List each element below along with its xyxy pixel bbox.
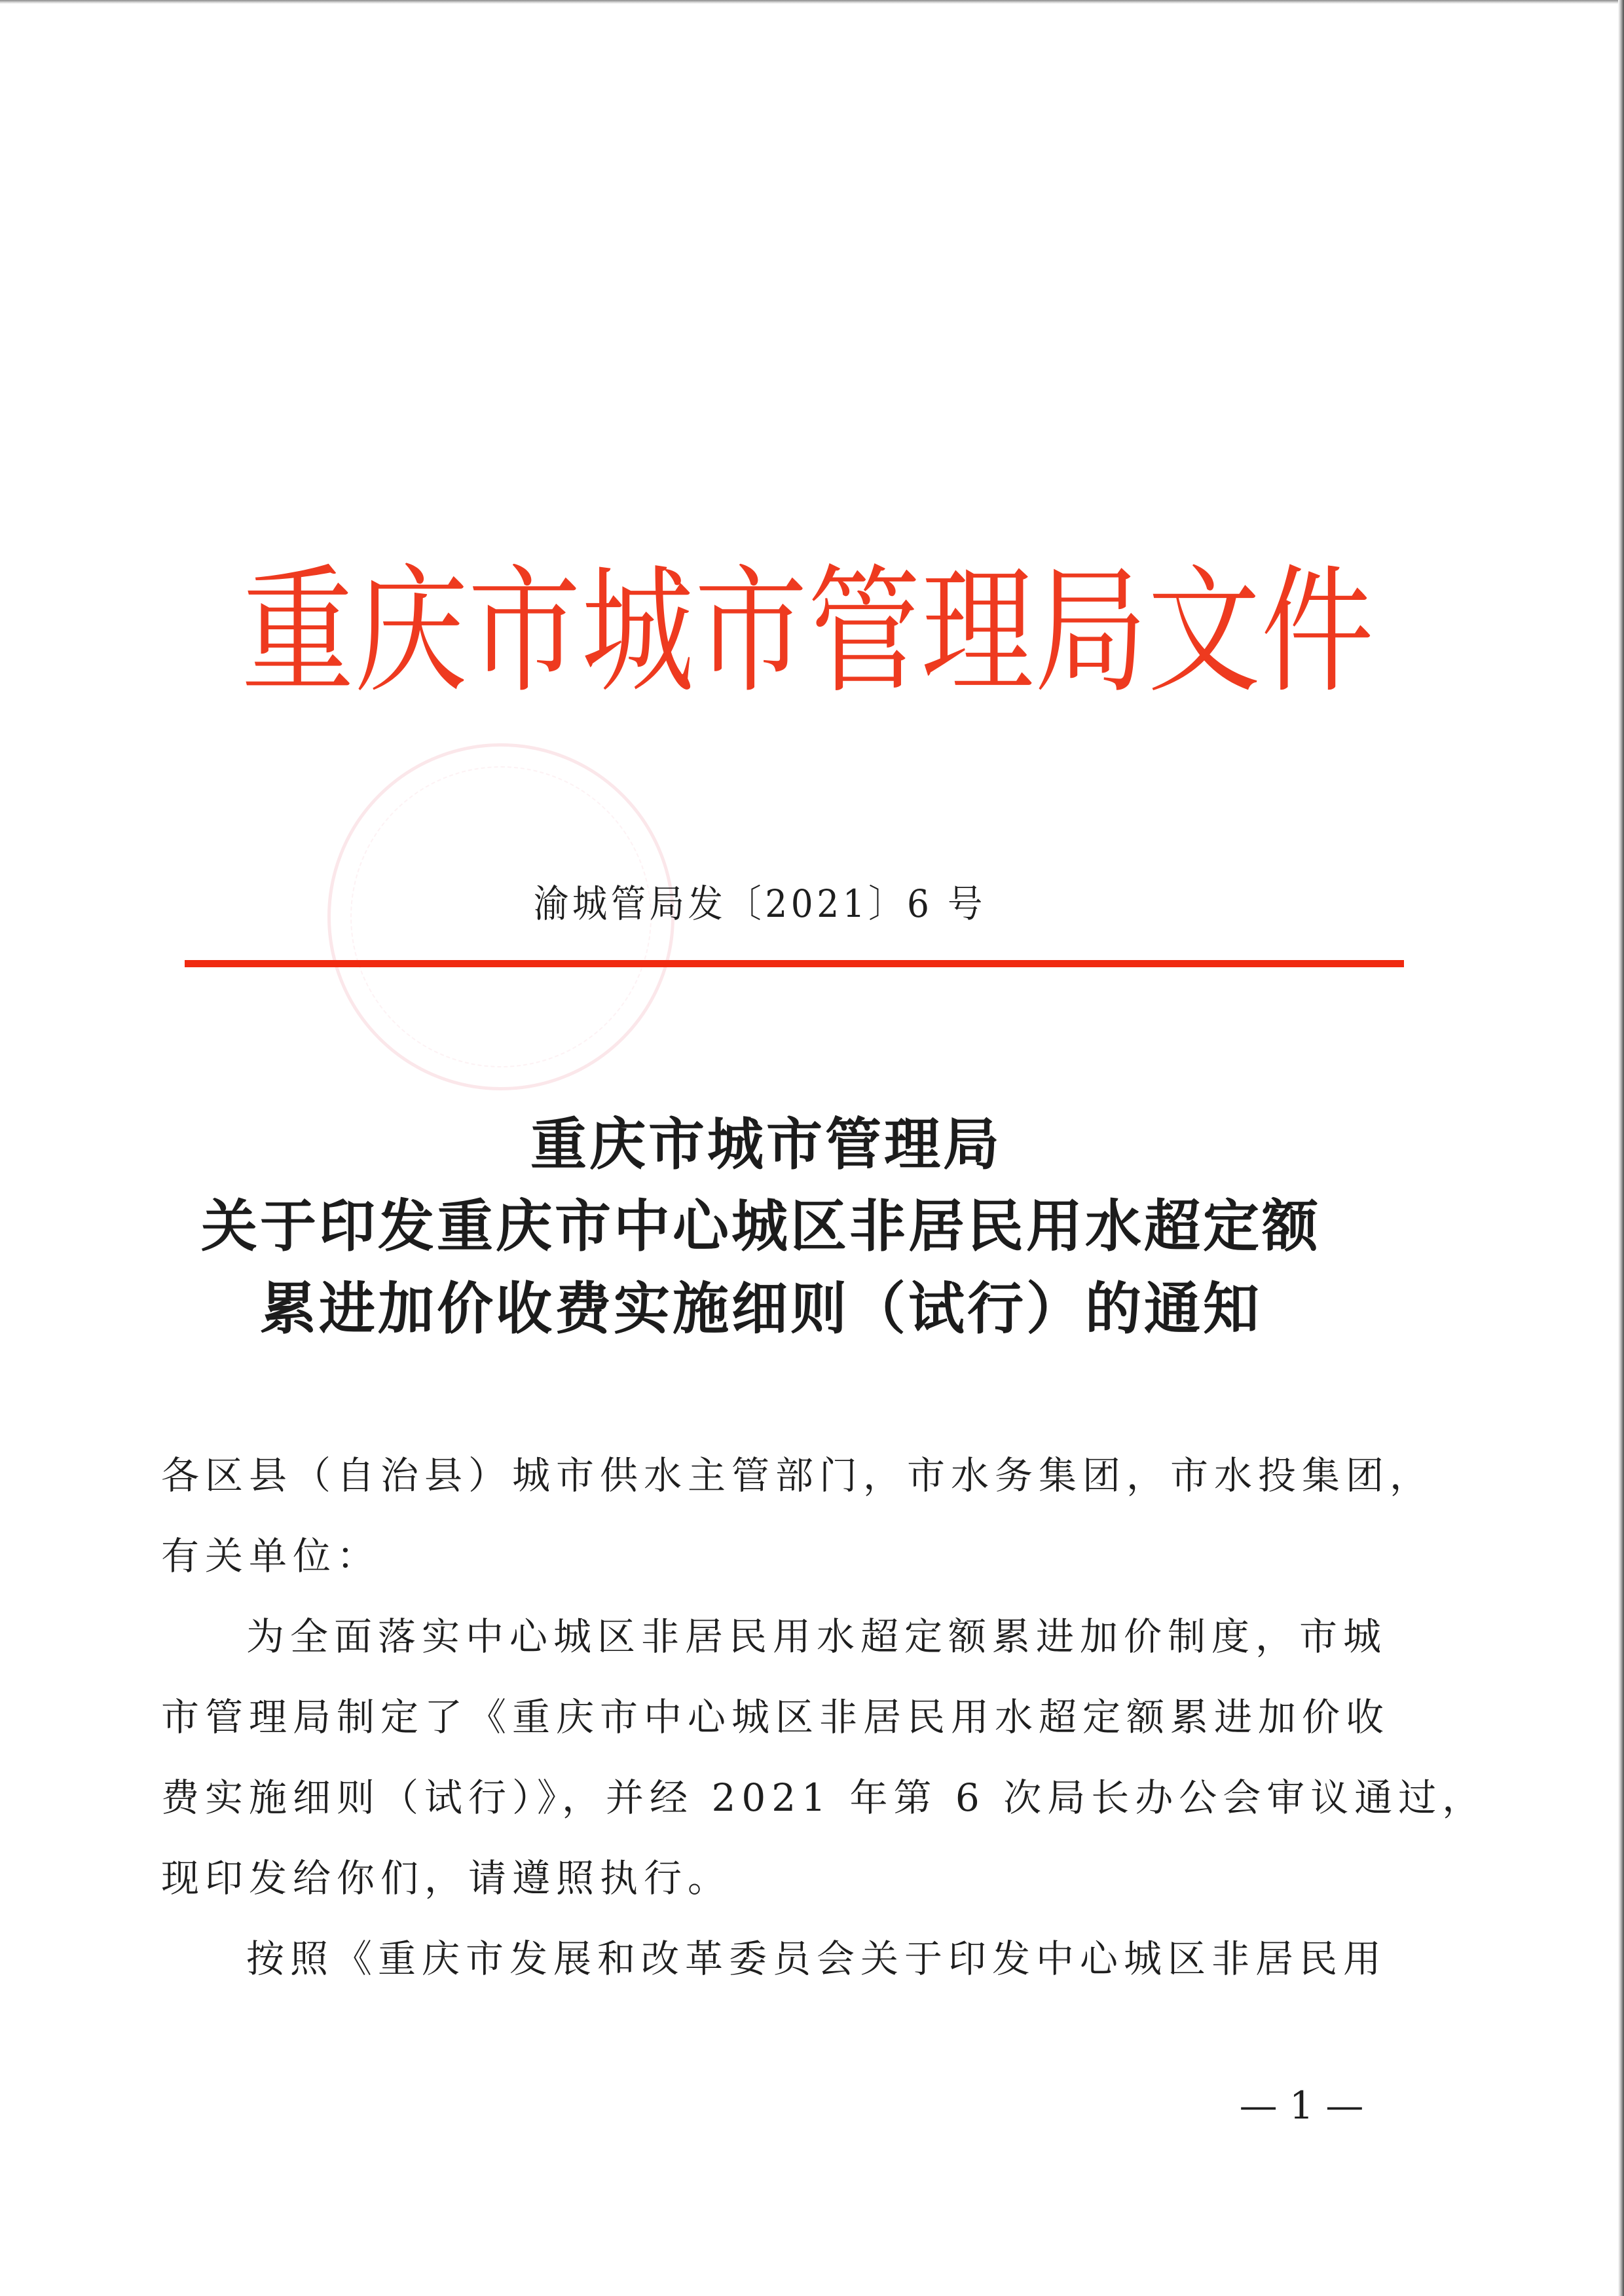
paragraph-line: 按照《重庆市发展和改革委员会关于印发中心城区非居民用 [246, 1936, 1388, 1981]
body-text [161, 1435, 1486, 1999]
paragraph-line: 费实施细则（试行）》，并经 2021 年第 6 次局长办公会审议通过， [161, 1775, 1486, 1820]
document-number: 渝城管局发〔2021〕6 号 [534, 881, 986, 926]
paragraph-line: 市管理局制定了《重庆市中心城区非居民用水超定额累进加价收 [161, 1695, 1390, 1739]
headline-subject-line-1: 关于印发重庆市中心城区非居民用水超定额 [201, 1194, 1321, 1259]
masthead-char: 理 [921, 551, 1034, 712]
masthead-char: 市 [468, 551, 581, 712]
masthead-char: 市 [694, 551, 807, 712]
page-number: — 1 — [1239, 2083, 1364, 2128]
masthead-char: 局 [1034, 551, 1147, 712]
addressee-line: 有关单位： [161, 1534, 381, 1578]
masthead-char: 重 [241, 551, 354, 712]
masthead-title [231, 551, 1374, 712]
scan-edge-top [0, 0, 1624, 4]
headline-issuer: 重庆市城市管理局 [530, 1112, 1002, 1177]
scan-edge-right [1618, 0, 1624, 2296]
headline-subject-line-2: 累进加价收费实施细则（试行）的通知 [260, 1276, 1262, 1342]
masthead-char: 管 [807, 551, 921, 712]
paragraph-line: 为全面落实中心城区非居民用水超定额累进加价制度，市城 [246, 1614, 1388, 1659]
addressee-line: 各区县（自治县）城市供水主管部门，市水务集团，市水投集团， [161, 1453, 1434, 1498]
paragraph-line: 现印发给你们，请遵照执行。 [161, 1856, 732, 1900]
masthead-char: 文 [1147, 551, 1261, 712]
masthead-char: 城 [581, 551, 694, 712]
masthead-char: 件 [1261, 551, 1374, 712]
red-separator-line [185, 960, 1404, 967]
masthead-char: 庆 [354, 551, 468, 712]
